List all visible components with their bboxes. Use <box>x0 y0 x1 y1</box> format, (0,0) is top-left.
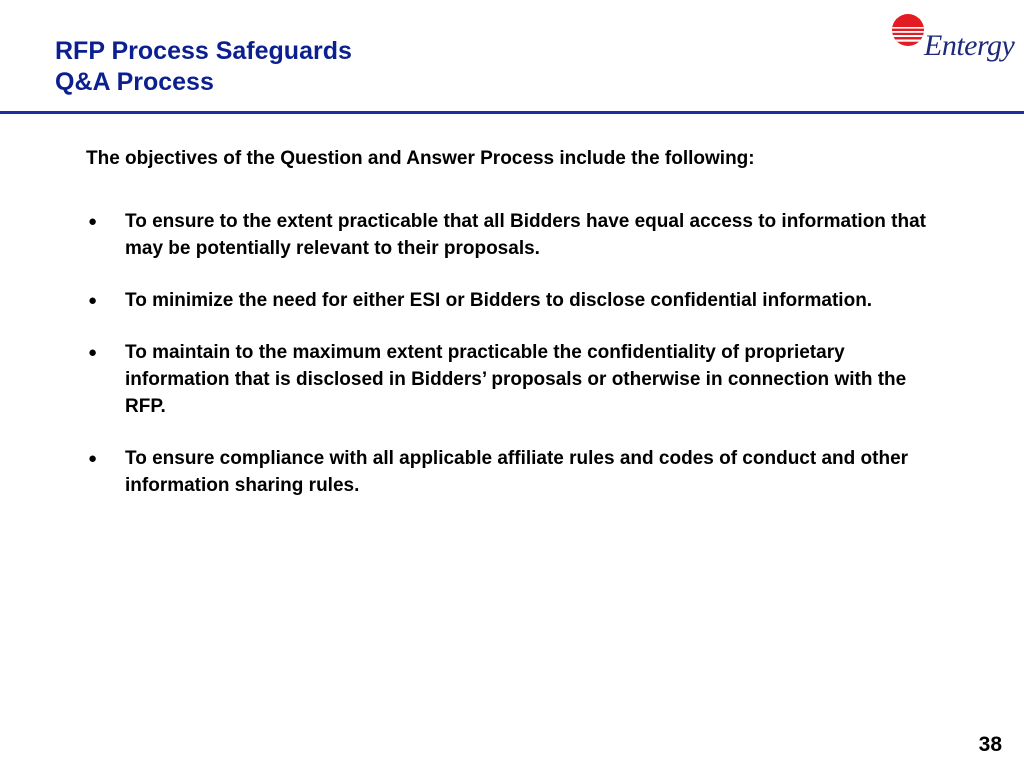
objectives-list <box>86 208 936 524</box>
list-item-text: To minimize the need for either ESI or Bidders to disclose confidential information. <box>125 290 873 311</box>
list-item <box>86 208 936 262</box>
list-item-text: To maintain to the maximum extent practicable the confidentiality of proprietary information that is disclosed in Bidders’ proposals or otherwise in connection with the RFP. <box>125 342 907 417</box>
bullet-icon: ● <box>88 213 98 230</box>
intro-text: The objectives of the Question and Answer Process include the following: <box>86 148 755 169</box>
bullet-icon: ● <box>88 450 98 467</box>
title-divider <box>0 111 1024 114</box>
entergy-sun-icon <box>890 10 926 50</box>
entergy-logo <box>890 10 1015 65</box>
list-item-text: To ensure to the extent practicable that all Bidders have equal access to information that may be potentially relevant to their proposals. <box>125 211 927 259</box>
entergy-logo-wordmark: Entergy <box>924 29 1015 62</box>
bullet-icon: ● <box>88 344 98 361</box>
page-number: 38 <box>978 733 1002 756</box>
slide-title-line-1: RFP Process Safeguards <box>55 37 352 65</box>
list-item <box>86 445 936 499</box>
bullet-icon: ● <box>88 292 98 309</box>
list-item <box>86 287 936 314</box>
slide-title <box>55 36 352 98</box>
list-item <box>86 339 936 420</box>
slide-title-line-2: Q&A Process <box>55 68 214 96</box>
list-item-text: To ensure compliance with all applicable affiliate rules and codes of conduct and other information sharing rules. <box>125 448 909 496</box>
